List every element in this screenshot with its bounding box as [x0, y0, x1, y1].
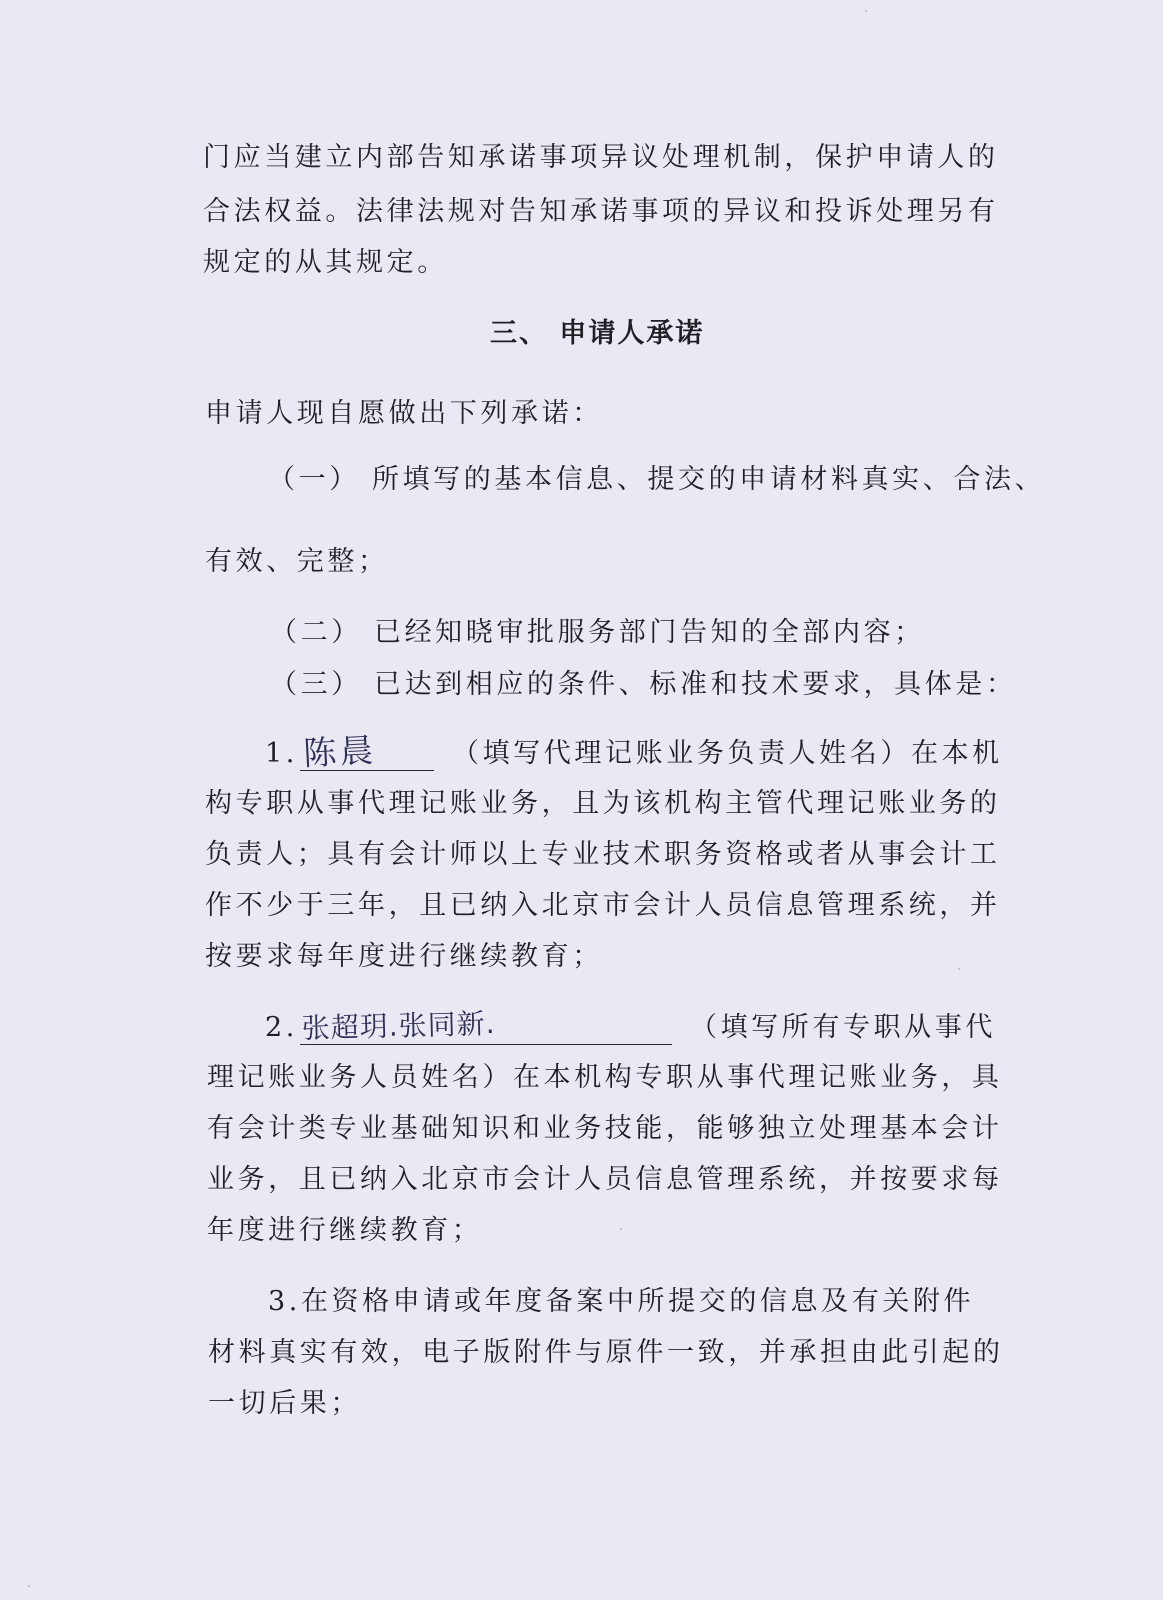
paragraph-line: 门应当建立内部告知承诺事项异议处理机制，保护申请人的 [203, 142, 999, 173]
clause-1-line: 构专职从事代理记账业务，且为该机构主管代理记账业务的 [205, 788, 1001, 819]
clause-1-line: 作不少于三年，且已纳入北京市会计人员信息管理系统，并 [205, 890, 1001, 921]
staff-names-field [300, 1006, 672, 1045]
clause-3-line: 一切后果； [208, 1388, 361, 1419]
item-1-line: 有效、完整； [205, 546, 389, 577]
paragraph-line: 合法权益。法律法规对告知承诺事项的异议和投诉处理另有 [203, 196, 999, 227]
clause-1-line: 负责人；具有会计师以上专业技术职务资格或者从事会计工 [205, 839, 1001, 870]
clause-2-line: 业务，且已纳入北京市会计人员信息管理系统，并按要求每 [207, 1164, 1003, 1195]
section-heading: 三、 申请人承诺 [490, 318, 705, 349]
clause-2-line: 理记账业务人员姓名）在本机构专职从事代理记账业务，具 [207, 1062, 1003, 1093]
clause-1-first-line [265, 730, 1003, 773]
clause-2-line: 有会计类专业基础知识和业务技能，能够独立处理基本会计 [207, 1113, 1003, 1144]
clause-2-number: 2. [265, 1012, 298, 1043]
scan-speck [620, 1228, 622, 1230]
item-1-line: （一） 所填写的基本信息、提交的申请材料真实、合法、 [268, 464, 1046, 495]
svg-text:陈晨: 陈晨 [302, 730, 378, 773]
clause-1-number: 1. [265, 738, 298, 769]
item-3-line: （三） 已达到相应的条件、标准和技术要求，具体是： [270, 669, 1017, 700]
clause-1-instruction: （填写代理记账业务负责人姓名）在本机 [451, 738, 1003, 769]
clause-1-line: 按要求每年度进行继续教育； [205, 941, 603, 972]
paragraph-line: 规定的从其规定。 [203, 247, 448, 278]
scan-speck [28, 1585, 30, 1587]
clause-2-first-line [265, 1006, 996, 1045]
clause-3-line: 材料真实有效，电子版附件与原件一致，并承担由此引起的 [208, 1337, 1004, 1368]
clause-3-first-line: 3.在资格申请或年度备案中所提交的信息及有关附件 [268, 1286, 975, 1317]
scan-speck [865, 10, 867, 12]
clause-2-line: 年度进行继续教育； [207, 1215, 483, 1246]
responsible-person-name-field [300, 730, 434, 773]
handwritten-names [300, 1006, 672, 1045]
item-2-line: （二） 已经知晓审批服务部门告知的全部内容； [270, 617, 925, 648]
handwritten-name [300, 730, 434, 773]
clause-2-instruction: （填写所有专职从事代 [689, 1012, 996, 1043]
scan-speck [958, 968, 960, 970]
intro-line: 申请人现自愿做出下列承诺： [205, 398, 603, 429]
svg-text:张超玥.张同新.: 张超玥.张同新. [301, 1006, 496, 1045]
